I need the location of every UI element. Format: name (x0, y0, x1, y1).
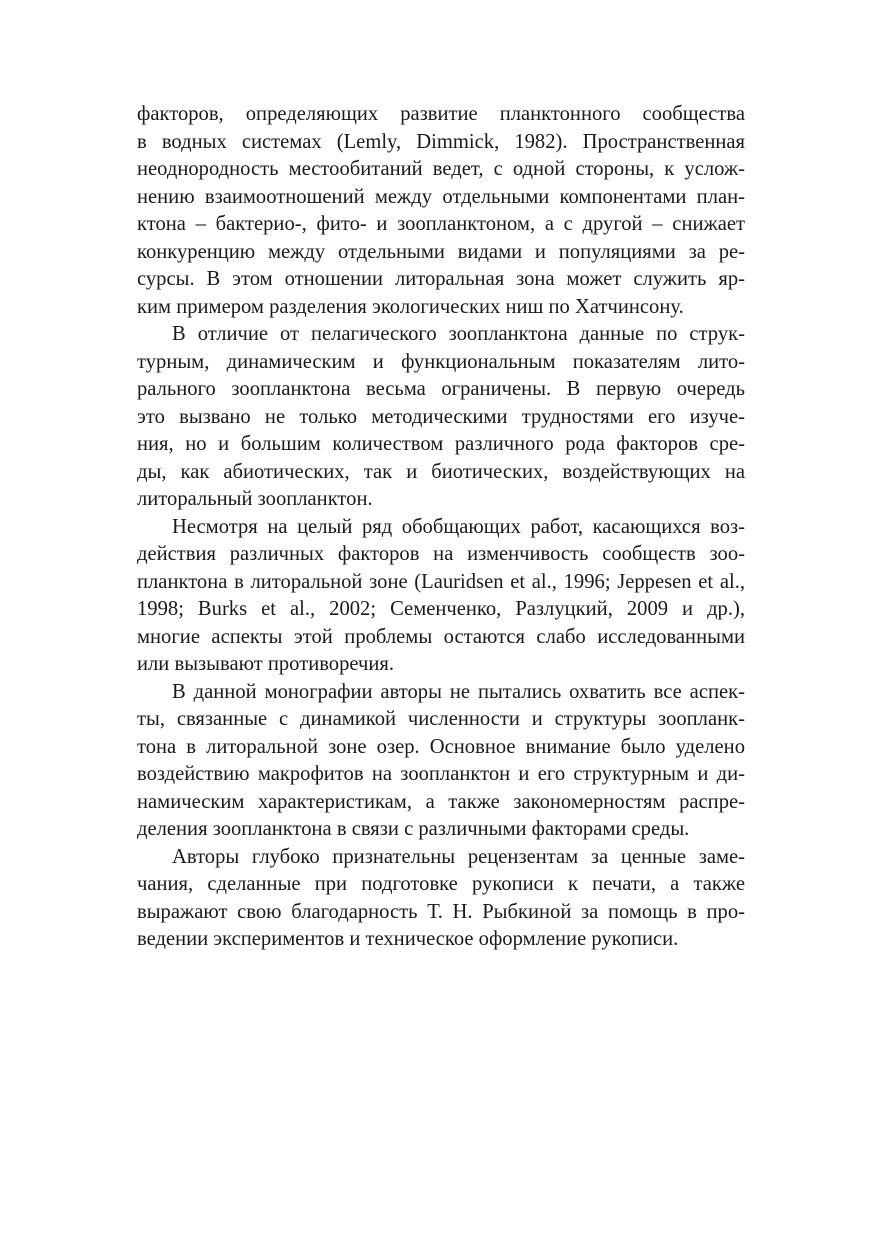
paragraph (137, 101, 745, 321)
text-line: рального зоопланктона весьма ограничены. В первую очередь (137, 378, 745, 400)
text-line: действия различных факторов на изменчивость сообществ зоо- (137, 543, 745, 565)
text-line: турным, динамическим и функциональным показателям лито- (137, 350, 745, 373)
text-line: воздействию макрофитов на зоопланктон и его структурным и ди- (137, 763, 745, 785)
paragraph (137, 321, 745, 514)
text-line: ты, связанные с динамикой численности и структуры зоопланк- (137, 708, 745, 730)
text-line: намическим характеристикам, а также закономерностям распре- (137, 790, 745, 813)
page-body-text (137, 101, 745, 954)
text-line: 1998; Burks et al., 2002; Семенченко, Разлуцкий, 2009 и др.), (137, 598, 745, 620)
text-line: выражают свою благодарность Т. Н. Рыбкиной за помощь в про- (137, 900, 745, 923)
text-line: в водных системах (Lemly, Dimmick, 1982). Пространственная (137, 130, 745, 153)
text-line: нению взаимоотношений между отдельными компонентами план- (137, 185, 745, 208)
text-line: многие аспекты этой проблемы остаются слабо исследованными (137, 625, 745, 648)
paragraph (137, 844, 745, 954)
text-line: неоднородность местообитаний ведет, с одной стороны, к услож- (137, 158, 745, 180)
text-line: ния, но и большим количеством различного рода факторов сре- (137, 433, 745, 455)
paragraph (137, 514, 745, 679)
text-line: В данной монографии авторы не пытались охватить все аспек- (172, 680, 745, 703)
text-line: планктона в литоральной зоне (Lauridsen et al., 1996; Jeppesen et al., (137, 570, 745, 593)
text-line: ведении экспериментов и техническое оформление рукописи. (137, 928, 679, 950)
text-line: Несмотря на целый ряд обобщающих работ, касающихся воз- (172, 515, 745, 538)
text-line: ким примером разделения экологических ниш по Хатчинсону. (137, 295, 684, 318)
text-line: чания, сделанные при подготовке рукописи к печати, а также (137, 873, 745, 895)
text-line: деления зоопланктона в связи с различными факторами среды. (137, 818, 690, 840)
paragraph (137, 679, 745, 844)
text-line: тона в литоральной зоне озер. Основное внимание было уделено (137, 735, 745, 758)
text-line: это вызвано не только методическими трудностями его изуче- (137, 405, 745, 428)
text-line: или вызывают противоречия. (137, 653, 395, 675)
text-line: конкуренцию между отдельными видами и популяциями за ре- (137, 240, 745, 263)
text-line: В отличие от пелагического зоопланктона данные по струк- (172, 323, 745, 345)
text-line: Авторы глубоко признательны рецензентам за ценные заме- (172, 845, 745, 868)
text-line: литоральный зоопланктон. (137, 488, 373, 510)
text-line: факторов, определяющих развитие планктонного сообщества (137, 103, 745, 125)
text-line: ктона – бактерио-, фито- и зоопланктоном, а с другой – снижает (137, 213, 745, 235)
text-line: ды, как абиотических, так и биотических, воздействующих на (137, 460, 745, 483)
text-line: сурсы. В этом отношении литоральная зона может служить яр- (137, 268, 745, 290)
